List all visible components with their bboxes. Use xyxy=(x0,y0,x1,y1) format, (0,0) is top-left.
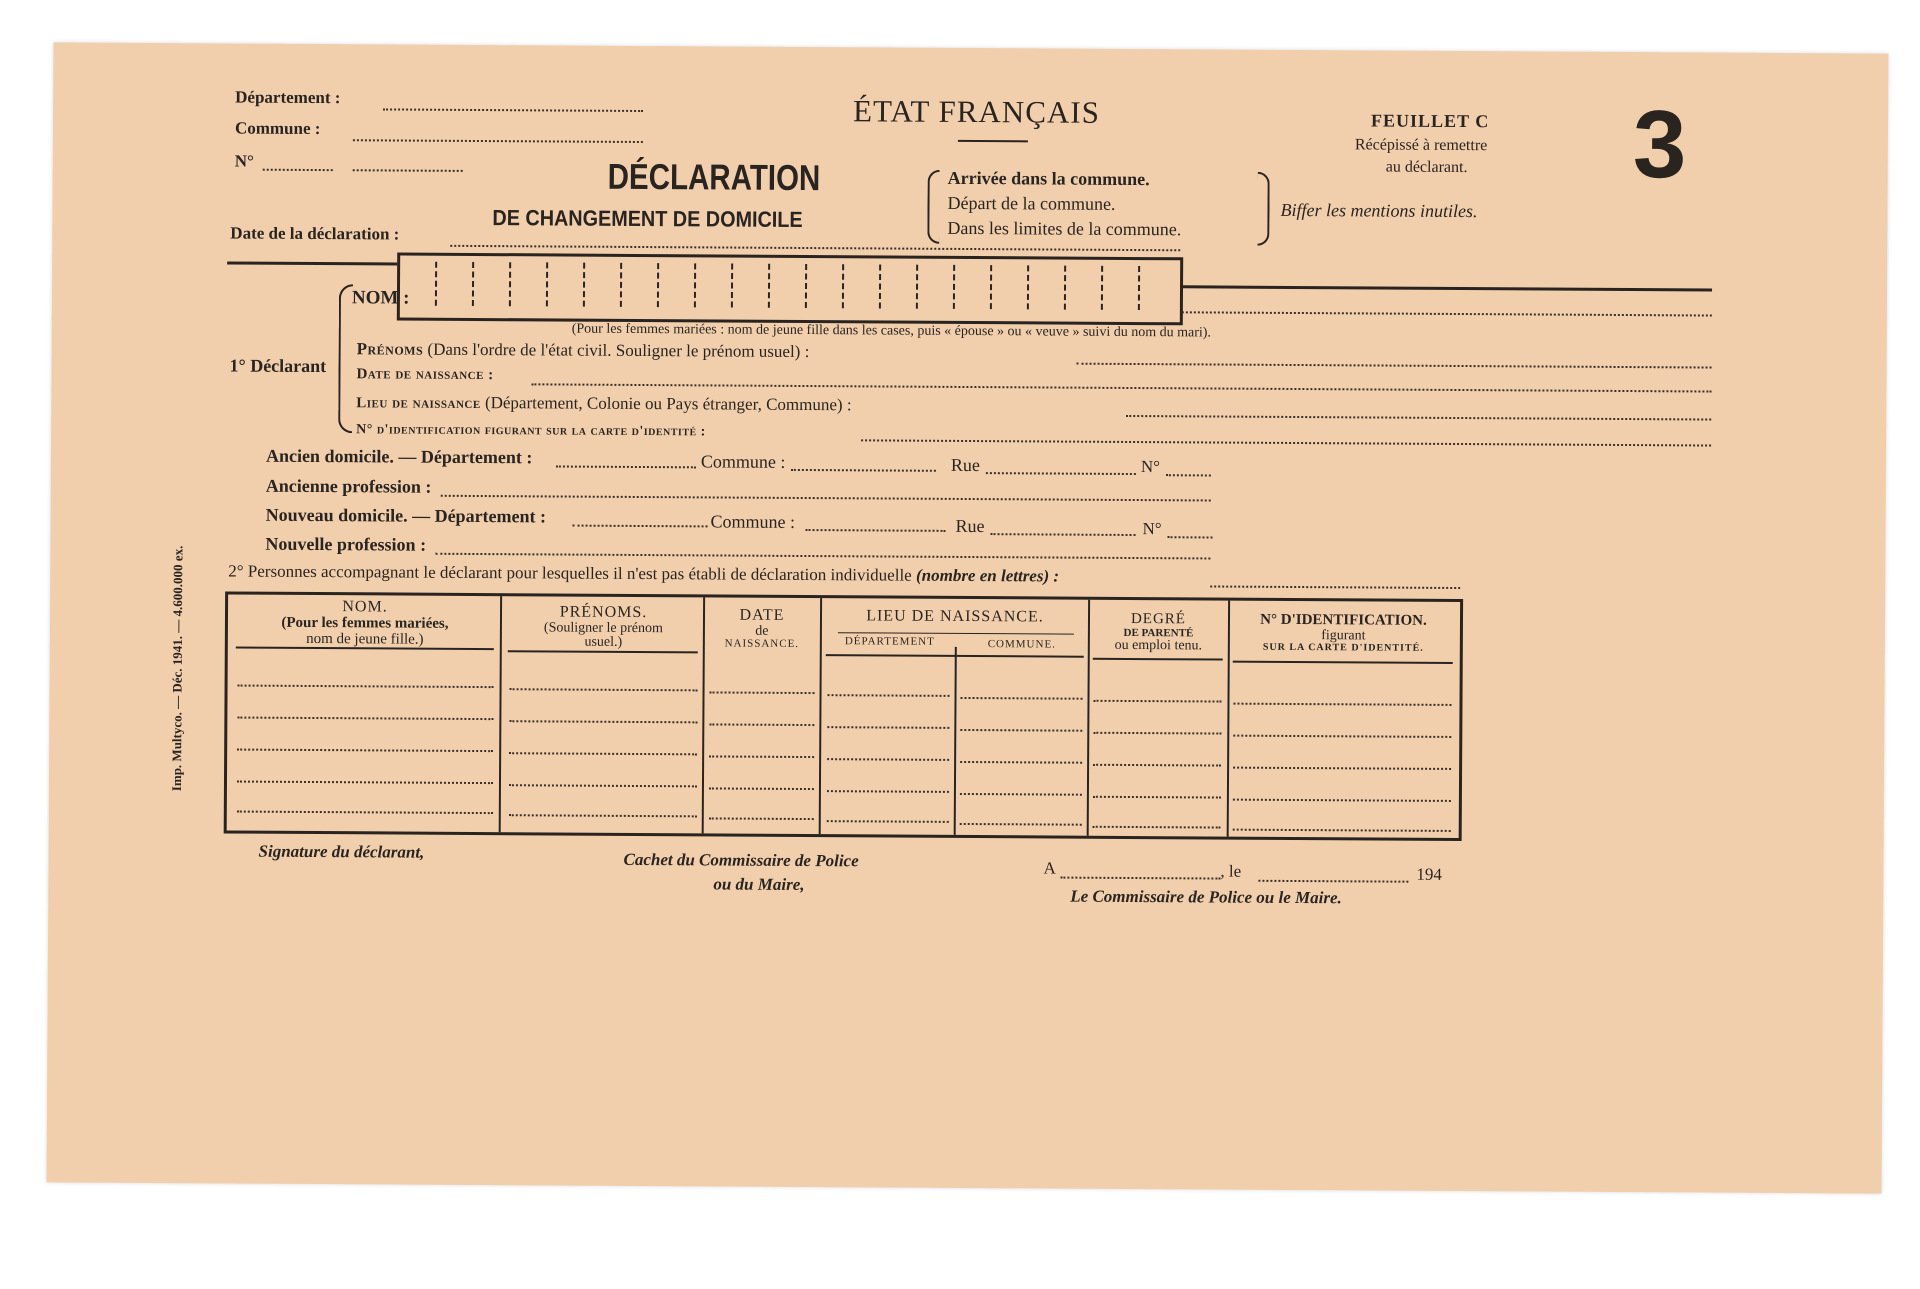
options-brace-right xyxy=(1257,172,1269,246)
row-identification-1[interactable] xyxy=(1233,703,1451,706)
row-commune-2[interactable] xyxy=(960,729,1082,732)
lieu-naissance-line[interactable] xyxy=(1126,415,1711,421)
nouveau-numero-label: N° xyxy=(1142,519,1162,539)
personnes-line[interactable] xyxy=(1210,585,1460,589)
row-nom-2[interactable] xyxy=(237,717,493,721)
identification-line[interactable] xyxy=(861,439,1711,446)
commissaire-label: Le Commissaire de Police ou le Maire. xyxy=(1070,886,1342,908)
row-prenoms-1[interactable] xyxy=(510,688,698,691)
lieu-naissance-note: (Département, Colonie ou Pays étranger, Commune) : xyxy=(484,393,852,415)
nouvelle-profession-line[interactable] xyxy=(435,553,1210,560)
nom-letter-boxes[interactable] xyxy=(397,253,1183,326)
form-sheet xyxy=(47,42,1889,1193)
row-prenoms-3[interactable] xyxy=(509,752,697,755)
nouvelle-profession-label: Nouvelle profession : xyxy=(265,533,427,555)
options-brace-left xyxy=(927,170,939,244)
commune-label: Commune : xyxy=(234,118,321,139)
row-degre-4[interactable] xyxy=(1093,796,1221,799)
prenoms-label: Prénoms xyxy=(356,339,424,359)
row-identification-5[interactable] xyxy=(1233,829,1451,832)
nouveau-departement-line[interactable] xyxy=(573,525,708,528)
nouveau-commune-label: Commune : xyxy=(710,511,796,532)
date-declaration-label: Date de la déclaration : xyxy=(230,223,400,244)
side-imprint: Imp. Multyco. — Déc. 1941. — 4.600.000 ex. xyxy=(168,545,186,792)
departement-label: Département : xyxy=(235,87,341,108)
col-identification-header: N° D'IDENTIFICATION. figurant SUR LA CARTE D'IDENTITÉ. xyxy=(1260,611,1427,655)
personnes-label: 2° Personnes accompagnant le déclarant pour lesquelles il n'est pas établi de déclaration individuelle xyxy=(228,561,912,585)
row-date-2[interactable] xyxy=(709,723,814,726)
numero-label: N° xyxy=(234,151,254,171)
a-line[interactable] xyxy=(1060,877,1220,880)
col-lieu-header: LIEU DE NAISSANCE. xyxy=(866,607,1044,626)
prenoms-note: (Dans l'ordre de l'état civil. Souligner le prénom usuel) : xyxy=(427,339,810,362)
feuillet-label: FEUILLET C xyxy=(1370,110,1490,132)
row-departement-4[interactable] xyxy=(827,790,949,793)
ancien-numero-label: N° xyxy=(1140,457,1161,477)
ancien-commune-line[interactable] xyxy=(791,469,936,472)
identification-label: N° d'identification figurant sur la carte d'identité : xyxy=(356,422,706,440)
ancien-rue-line[interactable] xyxy=(986,472,1136,475)
col-nom-header: NOM. (Pour les femmes mariées, nom de jeune fille.) xyxy=(281,598,449,648)
a-label: A xyxy=(1043,858,1056,878)
title-divider xyxy=(958,140,1028,142)
date-naissance-label: Date de naissance : xyxy=(356,366,494,384)
nouveau-rue-label: Rue xyxy=(955,515,985,537)
persons-table xyxy=(224,591,1463,841)
nom-rule-left xyxy=(227,261,397,265)
declarant-section-label: 1° Déclarant xyxy=(229,355,327,377)
col-prenoms-header: PRÉNOMS. (Souligner le prénom usuel.) xyxy=(543,603,663,651)
declaration-title: DÉCLARATION xyxy=(607,155,821,199)
nouveau-numero-line[interactable] xyxy=(1167,536,1212,538)
row-date-1[interactable] xyxy=(710,691,815,694)
prenoms-line[interactable] xyxy=(1077,363,1712,369)
departement-line[interactable] xyxy=(383,108,643,112)
le-line[interactable] xyxy=(1258,880,1408,883)
nouveau-commune-line[interactable] xyxy=(806,529,946,532)
state-title: ÉTAT FRANÇAIS xyxy=(852,93,1100,130)
row-degre-3[interactable] xyxy=(1093,764,1221,767)
ancien-departement-line[interactable] xyxy=(556,465,696,468)
row-date-3[interactable] xyxy=(709,755,814,758)
cachet-line1: Cachet du Commissaire de Police xyxy=(623,849,859,871)
nouveau-rue-line[interactable] xyxy=(991,533,1136,536)
row-departement-3[interactable] xyxy=(827,758,949,761)
row-commune-4[interactable] xyxy=(960,793,1082,796)
year-label: 194 xyxy=(1416,864,1443,884)
row-commune-1[interactable] xyxy=(961,697,1083,700)
le-label: , le xyxy=(1220,861,1242,881)
option-arrivee[interactable]: Arrivée dans la commune. xyxy=(947,167,1150,190)
option-limites[interactable]: Dans les limites de la commune. xyxy=(947,217,1182,240)
recepisse-line2: au déclarant. xyxy=(1385,158,1468,177)
row-identification-4[interactable] xyxy=(1233,799,1451,802)
row-nom-1[interactable] xyxy=(238,685,494,689)
row-prenoms-4[interactable] xyxy=(509,784,697,787)
ancien-commune-label: Commune : xyxy=(700,451,786,472)
col-date-header: DATE de NAISSANCE. xyxy=(724,606,800,651)
declarant-brace xyxy=(338,284,353,433)
recepisse-line1: Récépissé à remettre xyxy=(1354,136,1488,155)
nouveau-domicile-label: Nouveau domicile. — Département : xyxy=(265,504,547,527)
date-declaration-line[interactable] xyxy=(450,245,1180,251)
cachet-line2: ou du Maire, xyxy=(713,874,805,895)
row-nom-5[interactable] xyxy=(237,811,493,815)
col-departement-header: DÉPARTEMENT xyxy=(844,635,935,648)
col-degre-header: DEGRÉ DE PARENTÉ ou emploi tenu. xyxy=(1114,610,1203,654)
row-degre-5[interactable] xyxy=(1093,826,1221,829)
personnes-label-italic: (nombre en lettres) : xyxy=(915,565,1060,586)
row-prenoms-5[interactable] xyxy=(509,814,697,817)
row-degre-2[interactable] xyxy=(1093,732,1221,735)
nom-line-right[interactable] xyxy=(1182,311,1712,316)
prenoms-row xyxy=(357,339,810,362)
personnes-row xyxy=(228,561,1059,586)
nom-rule-right xyxy=(1182,285,1712,291)
commune-line[interactable] xyxy=(353,139,643,143)
row-prenoms-2[interactable] xyxy=(509,720,697,723)
col-commune-header: COMMUNE. xyxy=(987,638,1056,651)
lieu-naissance-label: Lieu de naissance xyxy=(356,395,481,413)
signature-label: Signature du déclarant, xyxy=(258,841,425,862)
row-identification-3[interactable] xyxy=(1233,767,1451,770)
row-departement-1[interactable] xyxy=(828,694,950,697)
row-commune-5[interactable] xyxy=(960,823,1082,826)
ancien-rue-label: Rue xyxy=(950,454,980,476)
declaration-subtitle: DE CHANGEMENT DE DOMICILE xyxy=(492,205,803,232)
sheet-number: 3 xyxy=(1632,91,1687,199)
option-depart[interactable]: Départ de la commune. xyxy=(947,192,1116,214)
row-nom-4[interactable] xyxy=(237,781,493,785)
row-date-5[interactable] xyxy=(709,817,814,820)
nom-note: (Pour les femmes mariées : nom de jeune fille dans les cases, puis « épouse » ou « veuve » suivi du nom du mari). xyxy=(571,321,1211,341)
ancien-numero-line[interactable] xyxy=(1166,474,1211,476)
ancienne-profession-label: Ancienne profession : xyxy=(265,475,432,497)
row-date-4[interactable] xyxy=(709,787,814,790)
numero-line-1[interactable] xyxy=(263,169,333,171)
row-departement-5[interactable] xyxy=(827,820,949,823)
ancien-domicile-label: Ancien domicile. — Département : xyxy=(265,445,533,468)
ancienne-profession-line[interactable] xyxy=(441,495,1211,502)
nom-label: NOM : xyxy=(351,287,410,309)
row-nom-3[interactable] xyxy=(237,749,493,753)
date-naissance-line[interactable] xyxy=(531,383,1711,392)
row-commune-3[interactable] xyxy=(960,761,1082,764)
numero-line-2[interactable] xyxy=(353,169,463,172)
row-degre-1[interactable] xyxy=(1093,700,1221,703)
lieu-naissance-row xyxy=(356,392,851,415)
row-departement-2[interactable] xyxy=(827,726,949,729)
biffer-note: Biffer les mentions inutiles. xyxy=(1280,199,1478,222)
row-identification-2[interactable] xyxy=(1233,735,1451,738)
